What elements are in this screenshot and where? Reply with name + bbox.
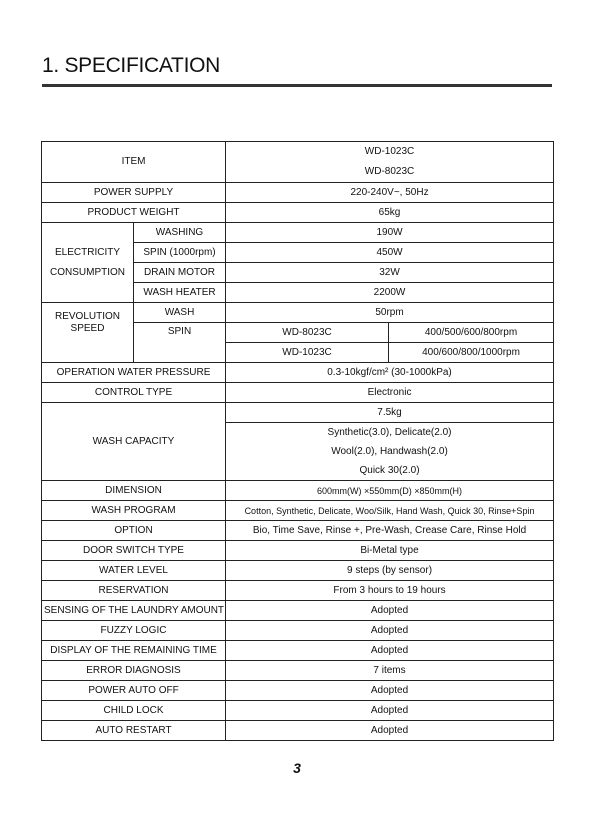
table-row [42,521,554,541]
spec-value: Electronic [226,383,554,403]
table-row [42,223,554,243]
spec-sublabel: SPIN [134,323,226,363]
spin-model: WD-1023C [226,343,389,363]
table-row [42,541,554,561]
spec-value: 450W [226,243,554,263]
spec-label: PRODUCT WEIGHT [42,203,226,223]
table-row [42,561,554,581]
spec-sublabel: WASH HEATER [134,283,226,303]
spec-value: 50rpm [226,303,554,323]
table-row [42,661,554,681]
revolution-label-line: REVOLUTION [54,311,120,322]
spec-label: OPTION [42,521,226,541]
table-row [42,501,554,521]
spec-label: RESERVATION [42,581,226,601]
model-name: WD-1023C [364,146,415,157]
electricity-label-line: ELECTRICITY [54,246,120,258]
model-header [226,142,554,183]
spec-label: OPERATION WATER PRESSURE [42,363,226,383]
spec-value: Adopted [226,641,554,661]
table-row [42,701,554,721]
spec-label: DOOR SWITCH TYPE [42,541,226,561]
spec-value: 2200W [226,283,554,303]
title-rule [42,84,552,87]
spec-value: Wool(2.0), Handwash(2.0) [226,442,554,461]
model-name: WD-8023C [364,166,415,177]
spec-value: 65kg [226,203,554,223]
table-row [42,142,554,183]
spec-value: Adopted [226,721,554,741]
spec-value: Cotton, Synthetic, Delicate, Woo/Silk, Hand Wash, Quick 30, Rinse+Spin [226,501,554,521]
spec-label: DISPLAY OF THE REMAINING TIME [42,641,226,661]
table-row [42,383,554,403]
spec-label: SENSING OF THE LAUNDRY AMOUNT [42,601,226,621]
table-row [42,721,554,741]
spin-value: 400/500/600/800rpm [389,323,554,343]
spec-label: WASH CAPACITY [42,403,226,481]
spec-value: 9 steps (by sensor) [226,561,554,581]
table-row [42,363,554,383]
spec-value: 7.5kg [226,403,554,423]
spec-label: POWER SUPPLY [42,183,226,203]
page-number: 3 [293,760,301,776]
table-row [42,621,554,641]
table-row [42,403,554,423]
table-row [42,481,554,501]
page-title: 1. SPECIFICATION [42,54,221,77]
spec-label: CONTROL TYPE [42,383,226,403]
spec-value: Bi-Metal type [226,541,554,561]
table-row [42,681,554,701]
spec-sublabel: WASH [134,303,226,323]
spec-value: 32W [226,263,554,283]
revolution-label-line: SPEED [70,323,105,334]
table-row [42,581,554,601]
spec-label: WATER LEVEL [42,561,226,581]
revolution-label [42,303,134,363]
table-row [42,303,554,323]
spec-value: Adopted [226,621,554,641]
table-row [42,601,554,621]
spec-value: 600mm(W) ×550mm(D) ×850mm(H) [226,481,554,501]
spec-label: ERROR DIAGNOSIS [42,661,226,681]
spec-value: Adopted [226,681,554,701]
spec-value: Adopted [226,701,554,721]
spec-value: 220-240V~, 50Hz [226,183,554,203]
spec-value: Quick 30(2.0) [226,461,554,481]
spec-sublabel: WASHING [134,223,226,243]
spin-model: WD-8023C [226,323,389,343]
spec-sublabel: DRAIN MOTOR [134,263,226,283]
spec-label: WASH PROGRAM [42,501,226,521]
table-row [42,203,554,223]
spec-label: AUTO RESTART [42,721,226,741]
spec-sublabel: SPIN (1000rpm) [134,243,226,263]
spec-value: 7 items [226,661,554,681]
spec-value: 0.3-10kgf/cm² (30-1000kPa) [226,363,554,383]
spec-label: DIMENSION [42,481,226,501]
spec-value: Synthetic(3.0), Delicate(2.0) [226,423,554,443]
spin-value: 400/600/800/1000rpm [389,343,554,363]
spec-value: Adopted [226,601,554,621]
spec-label: CHILD LOCK [42,701,226,721]
spec-label: POWER AUTO OFF [42,681,226,701]
table-row [42,183,554,203]
electricity-label [42,223,134,303]
spec-value: 190W [226,223,554,243]
table-row [42,641,554,661]
electricity-label-line: CONSUMPTION [50,266,125,278]
spec-label: FUZZY LOGIC [42,621,226,641]
spec-value: Bio, Time Save, Rinse +, Pre-Wash, Crease Care, Rinse Hold [226,521,554,541]
spec-value: From 3 hours to 19 hours [226,581,554,601]
spec-table [41,141,554,741]
item-header: ITEM [42,142,226,183]
